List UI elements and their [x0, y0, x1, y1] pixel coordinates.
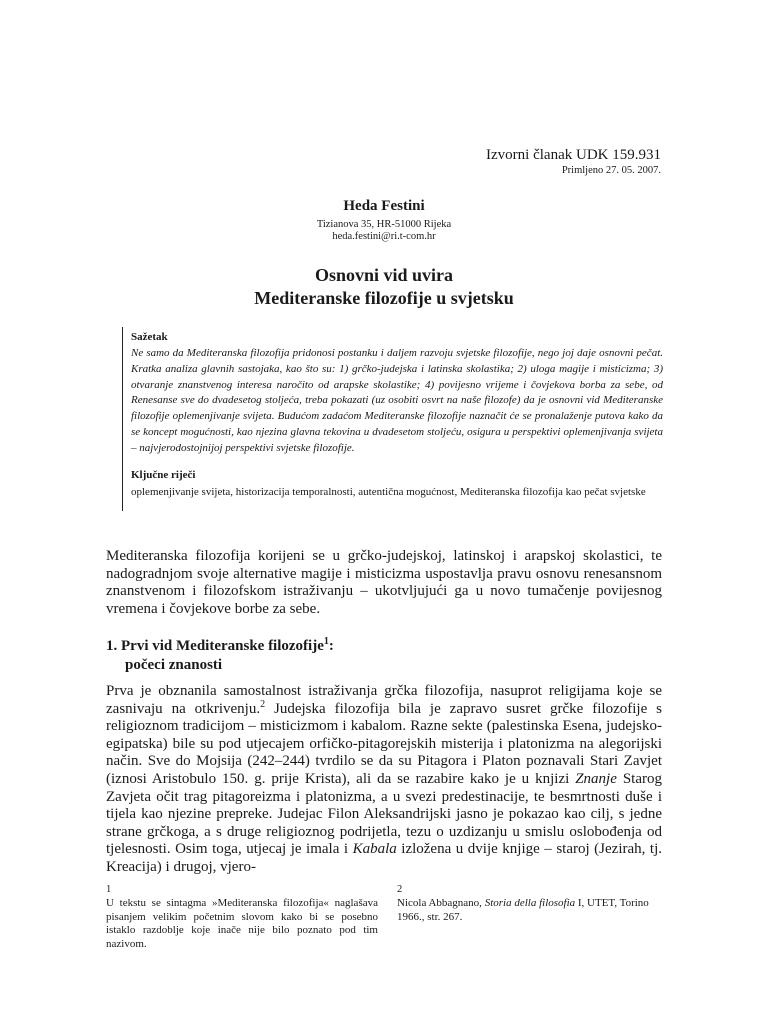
title-line-1: Osnovni vid uvira [314, 265, 454, 285]
title-line-2: Mediteranske filozofije u svjetsku [254, 288, 514, 308]
article-type: Izvorni članak UDK 159.931 [486, 147, 661, 163]
intro-paragraph: Mediteranska filozofija korijeni se u grčko-judejskoj, latinskoj i arapskoj skolastici, te nadogradnjom svoje alternative magije i misticizma uspostavlja pravu osnovu renesansnom znanstvenom i filozofskom istraživanju – ukotvljujući ga u novo tumačenje povijesnog vremena i čovjekove borbe za sebe. [106, 548, 662, 617]
footnote-1-text: U tekstu se sintagma »Mediteranska filozofija« naglašava pisanjem velikim početnim slovom kako bi se posebno istaklo razdoblje koje inače nije bilo poznato pod tim nazivom. [106, 897, 378, 951]
footnote-2-number: 2 [397, 884, 403, 895]
abstract-left-rule [122, 327, 123, 511]
footnote-2-author: Nicola Abbagnano, [397, 897, 485, 909]
section-paragraph-part-4: izložena u dvije knjige – staroj (Jezirah, tj. Kreacija) i drugoj, vjero- [106, 841, 662, 875]
section-heading-text: 1. Prvi vid Mediteranske filozofije [106, 638, 324, 654]
author-address: Tizianova 35, HR-51000 Rijeka [316, 219, 452, 230]
section-heading-colon: : [328, 638, 334, 654]
received-date: Primljeno 27. 05. 2007. [561, 165, 661, 176]
footnote-2-publication: I, UTET, Torino 1966., str. 267. [397, 897, 649, 923]
abstract-heading: Sažetak [131, 331, 168, 343]
book-title-znanje: Znanje [575, 770, 617, 787]
author-name: Heda Festini [343, 198, 425, 214]
footnote-ref-2[interactable]: 2 [260, 698, 266, 710]
section-paragraph-part-3: Starog Zavjeta očit trag pitagoreizma i platonizma, a u svezi predestinacije, te besmrtnosti duše i tijela kao njezine prepreke. Judejac Filon Aleksandrijski jasno je pokazao kao cilj, s jedne strane grčkoga, a s druge religioznog podrijetla, tezu o uzdizanju u smislu oslobođenja od tjelesnosti. Osim toga, utjecaj je imala i [106, 770, 662, 858]
footnote-1-number: 1 [106, 884, 112, 895]
section-paragraph-part-1: Prva je obznanila samostalnost istraživanja grčka filozofija, nasuprot religijama koje se zasnivaju na otkrivenju. [106, 683, 662, 717]
keywords-heading: Ključne riječi [131, 469, 196, 481]
footnote-2-text [397, 897, 665, 924]
section-paragraph [106, 683, 662, 877]
keywords-text: oplemenjivanje svijeta, historizacija temporalnosti, autentična mogućnost, Mediteranska filozofija kao pečat svjetske [131, 486, 646, 498]
section-heading-line-1 [106, 637, 334, 656]
abstract-text: Ne samo da Mediteranska filozofija pridonosi postanku i daljem razvoju svjetske filozofije, nego joj daje osnovni pečat. Kratka analiza glavnih sastojaka, kao što su: 1) grčko-judejska i latinska skolastika; 2) uloga magije i misticizma; 3) otvaranje znanstvenog interesa naročito od arapske skolastike; 4) povijesno vrijeme i čovjekova borba za sebe, od Renesanse sve do dvadesetog stoljeća, treba pokazati (uz osobiti osvrt na naše filozofe) da je osnovni vid Mediteranske filozofije oplemenjivanje svijeta. Budućom zadaćom Mediteranske filozofije naznačit će se pronalaženje putova kako da se koncept mogućnosti, kao njezina glavna tekovina u dvadesetom stoljeću, osigura u perspektivi oplemenjivanja svijeta – najvjerodostojnijoj perspektivi svjetske filozofije. [131, 347, 663, 454]
section-heading-line-2: počeci znanosti [125, 657, 223, 673]
footnote-2-book-title: Storia della filosofia [484, 897, 576, 909]
footnote-ref-1[interactable]: 1 [323, 636, 329, 647]
author-email: heda.festini@ri.t-com.hr [332, 231, 436, 242]
section-paragraph-part-2: Judejska filozofija bila je zapravo susret grčke filozofije s religioznom tradicijom – misticizmom i kabalom. Razne sekte (palestinska Esena, judejsko-egipatska) bile su pod utjecajem orfičko-pitagorejskih misterija i platonizma na alegorijski način. Sve do Mojsija (242–244) tvrdilo se da su Pitagora i Platon poznavali Stari Zavjet (iznosi Aristobulo 150. g. prije Krista), ali da se razabire kako je u knjizi [106, 700, 662, 787]
section-heading [106, 637, 334, 675]
book-title-kabala: Kabala [352, 841, 397, 858]
